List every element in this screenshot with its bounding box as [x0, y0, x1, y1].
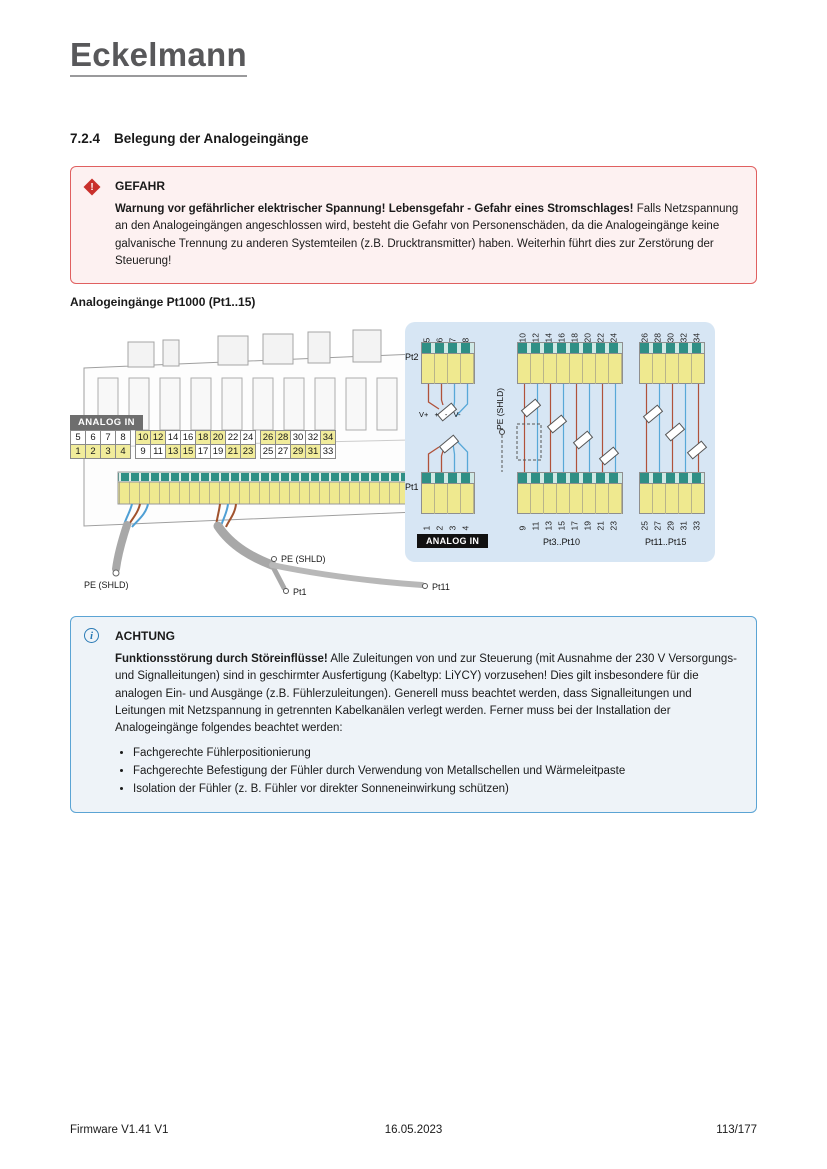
pin-number: 16 — [556, 332, 567, 342]
terminal-number: 17 — [195, 444, 211, 459]
pt1-pt2-wires — [429, 384, 468, 472]
section-heading — [70, 131, 309, 146]
terminal-block-pt2 — [421, 342, 475, 384]
terminal-number: 12 — [150, 430, 166, 445]
cable-label-pe1: PE (SHLD) — [84, 580, 129, 590]
label-pt3-pt10: Pt3..Pt10 — [543, 537, 581, 547]
bullet-item: • Fachgerechte Befestigung der Fühler durch Verwendung von Metallschellen und Wärmeleitpaste — [133, 763, 740, 781]
attention-box — [70, 616, 757, 813]
wiring-detail-panel — [405, 322, 715, 562]
attention-text — [115, 651, 740, 737]
terminal-number: 11 — [150, 444, 166, 459]
terminal-number: 18 — [195, 430, 211, 445]
danger-title: GEFAHR — [115, 179, 166, 193]
terminal-number: 16 — [180, 430, 196, 445]
pin-number: 12 — [530, 332, 541, 342]
pin-number: 13 — [543, 520, 554, 530]
pin-number: 2 — [434, 525, 445, 530]
cable-label-pe2: PE (SHLD) — [281, 554, 326, 564]
footer-firmware: Firmware V1.41 V1 — [70, 1124, 169, 1136]
pin-number: 19 — [582, 520, 593, 530]
cable-label-pt11: Pt11 — [432, 582, 450, 592]
pin-number: 5 — [421, 337, 432, 342]
bullet-item: • Isolation der Fühler (z. B. Fühler vor direkter Sonneneinwirkung schützen) — [133, 781, 740, 799]
pin-numbers-top-2 — [517, 326, 621, 342]
terminal-number: 29 — [290, 444, 306, 459]
analog-in-table-header: ANALOG IN — [70, 415, 143, 430]
pin-number: 31 — [678, 520, 689, 530]
attention-title: ACHTUNG — [115, 629, 175, 643]
pt1000-resistor-symbols — [438, 399, 707, 465]
terminal-number: 32 — [305, 430, 321, 445]
pin-number: 11 — [530, 521, 541, 530]
terminal-number: 25 — [260, 444, 276, 459]
terminal-number: 3 — [100, 444, 116, 459]
terminal-number: 14 — [165, 430, 181, 445]
terminal-number: 23 — [240, 444, 256, 459]
terminal-block-top-right — [639, 342, 705, 384]
attention-bold-text: Funktionsstörung durch Störeinflüsse! — [115, 653, 328, 665]
terminal-block-bottom-mid — [517, 472, 623, 514]
footer-page-number: 113/177 — [716, 1124, 757, 1136]
terminal-number: 20 — [210, 430, 226, 445]
pin-number: 34 — [691, 332, 702, 342]
pin-number: 24 — [608, 332, 619, 342]
danger-body-text: Falls Netzspannung an den Analogeingängen angeschlossen wird, besteht die Gefahr von Personenschäden, da die Analogeingänge keine galvanische Trennung zu anderen Systemteilen (z.B. Drucktransmitter) haben. Weiterhin führt dies zur Zerstörung der Steuerung! — [115, 203, 739, 267]
terminal-number: 22 — [225, 430, 241, 445]
pin-numbers-top-3 — [639, 326, 704, 342]
eckelmann-logo: Eckelmann — [70, 38, 247, 77]
terminal-number: 2 — [85, 444, 101, 459]
section-title: Belegung der Analogeingänge — [114, 131, 309, 146]
terminal-number: 7 — [100, 430, 116, 445]
label-pt2: Pt2 — [405, 352, 419, 362]
pin-numbers-bottom-1 — [421, 514, 473, 530]
terminal-number: 33 — [320, 444, 336, 459]
pin-number: 28 — [652, 332, 663, 342]
terminal-number: 34 — [320, 430, 336, 445]
attention-body-text: Alle Zuleitungen von und zur Steuerung (mit Ausnahme der 230 V Versorgungs- und Signalleitungen) sind in geschirmter Ausfertigung (Kabeltyp: LiYCY) vorzusehen! Dies gilt insbesondere für die analogen Ein- und Ausgänge (z.B. Fühlerzuleitungen). Generell muss beachtet werden, dass Signalleitungen und Leitungen mit Netzspannung in getrennten Kabelkanälen verlegt werden. Ferner muss bei der Installation der Analogeingänge folgendes beachtet werden: — [115, 653, 737, 734]
attention-bullet-list — [115, 745, 740, 798]
pin-number: 18 — [569, 332, 580, 342]
pin-number: 30 — [665, 332, 676, 342]
footer-date: 16.05.2023 — [384, 1124, 443, 1136]
terminal-number: 21 — [225, 444, 241, 459]
pin-number: 7 — [447, 337, 458, 342]
terminal-number: 31 — [305, 444, 321, 459]
pin-number: 9 — [517, 525, 528, 530]
pin-number: 20 — [582, 332, 593, 342]
terminal-number: 10 — [135, 430, 151, 445]
pin-number: 3 — [447, 525, 458, 530]
pin-number: 27 — [652, 520, 663, 530]
label-pt11-pt15: Pt11..Pt15 — [645, 537, 687, 547]
terminal-number: 9 — [135, 444, 151, 459]
pin-number: 26 — [639, 332, 650, 342]
terminal-number: 30 — [290, 430, 306, 445]
pin-number: 29 — [665, 520, 676, 530]
pin-number: 23 — [608, 520, 619, 530]
terminal-number: 24 — [240, 430, 256, 445]
pin-number: 17 — [569, 520, 580, 530]
pin-numbers-bottom-3 — [639, 514, 704, 530]
info-icon: i — [84, 628, 99, 643]
label-pe-shld: PE (SHLD) — [495, 387, 505, 430]
terminal-number: 5 — [70, 430, 86, 445]
terminal-number: 4 — [115, 444, 131, 459]
pin-number: 15 — [556, 520, 567, 530]
pin-numbers-bottom-2 — [517, 514, 621, 530]
analog-in-badge: ANALOG IN — [417, 534, 488, 548]
terminal-number: 15 — [180, 444, 196, 459]
pin-number: 8 — [460, 337, 471, 342]
pin-number: 32 — [678, 332, 689, 342]
pin-number: 33 — [691, 520, 702, 530]
terminal-number: 1 — [70, 444, 86, 459]
terminal-strip — [118, 472, 410, 504]
terminal-number: 28 — [275, 430, 291, 445]
label-pt1: Pt1 — [405, 482, 419, 492]
terminal-block-top-mid — [517, 342, 623, 384]
figure-caption: Analogeingänge Pt1000 (Pt1..15) — [70, 295, 256, 309]
pin-number: 25 — [639, 520, 650, 530]
danger-bold-text: Warnung vor gefährlicher elektrischer Spannung! Lebensgefahr - Gefahr eines Stromschlages! — [115, 203, 634, 215]
label-vplus-vminus: V+ + - V- — [419, 410, 461, 419]
terminal-number: 6 — [85, 430, 101, 445]
table-row-top — [70, 430, 336, 445]
danger-box — [70, 166, 757, 284]
wiring-figure — [70, 312, 730, 610]
pin-number: 10 — [517, 332, 528, 342]
danger-text — [115, 201, 740, 270]
terminal-block-bottom-right — [639, 472, 705, 514]
cable-label-pt1: Pt1 — [293, 587, 307, 597]
bullet-item: • Fachgerechte Fühlerpositionierung — [133, 745, 740, 763]
pin-number: 21 — [595, 520, 606, 530]
pin-number: 14 — [543, 332, 554, 342]
danger-icon: ! — [84, 179, 101, 196]
terminal-number: 27 — [275, 444, 291, 459]
pin-number: 6 — [434, 337, 445, 342]
pin-number: 22 — [595, 332, 606, 342]
terminal-number: 13 — [165, 444, 181, 459]
terminal-number: 19 — [210, 444, 226, 459]
terminal-block-pt1 — [421, 472, 475, 514]
pe-shield-connection — [500, 424, 542, 472]
table-row-bottom — [70, 444, 336, 459]
section-number: 7.2.4 — [70, 131, 101, 146]
pin-numbers-top-1 — [421, 326, 473, 342]
terminal-number: 26 — [260, 430, 276, 445]
pin-number: 4 — [460, 525, 471, 530]
pin-number: 1 — [421, 525, 432, 530]
analog-in-table — [70, 412, 336, 459]
terminal-number: 8 — [115, 430, 131, 445]
